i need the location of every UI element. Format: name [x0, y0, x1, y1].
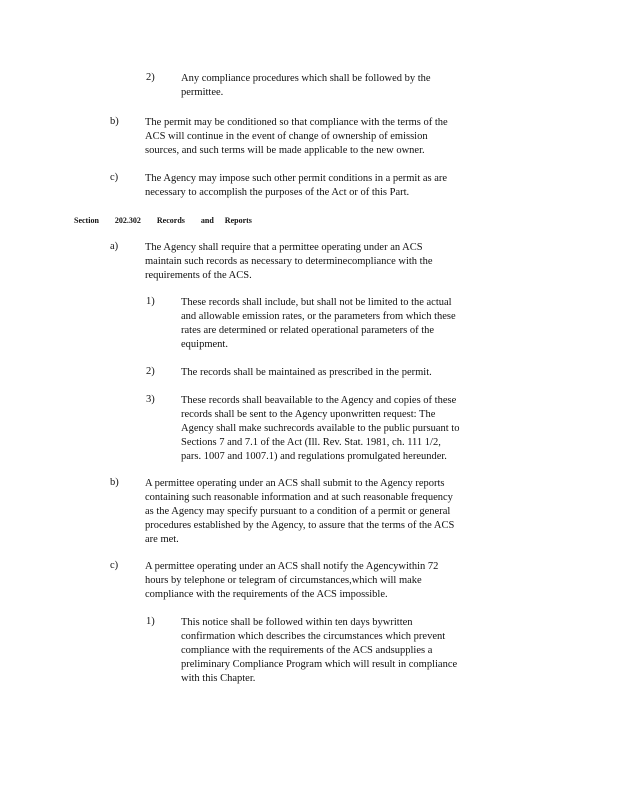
text-line: compliance with the requirements of the ACS impossible. [145, 589, 388, 600]
item-label: 2) [146, 366, 155, 377]
section-title-word: Records [156, 216, 185, 225]
text-line: compliance with the requirements of the ACS andsupplies a [181, 645, 433, 656]
item-label: 1) [146, 296, 155, 307]
text-line: The Agency may impose such other permit conditions in a permit as are [145, 173, 448, 184]
text-line: as the Agency may specify pursuant to a condition of a permit or general [145, 506, 451, 517]
section-number: 202.302 [114, 216, 141, 225]
section-heading [74, 216, 252, 225]
item-label: 1) [146, 616, 155, 627]
text-line: containing such reasonable information and at such reasonable frequency [145, 492, 453, 503]
paragraph [145, 172, 495, 200]
text-line: A permittee operating under an ACS shall notify the Agencywithin 72 [145, 561, 439, 572]
item-label: 2) [146, 72, 155, 83]
text-line: sources, and such terms will be made applicable to the new owner. [145, 145, 425, 156]
paragraph [145, 241, 475, 283]
text-line: rates are determined or related operational parameters of the [181, 325, 435, 336]
text-line: Sections 7 and 7.1 of the Act (Ill. Rev. Stat. 1981, ch. 111 1/2, [181, 437, 441, 448]
section-title-word: Reports [224, 216, 252, 225]
paragraph [181, 616, 493, 686]
text-line: These records shall beavailable to the Agency and copies of these [181, 395, 457, 406]
text-line: maintain such records as necessary to determinecompliance with the [145, 256, 433, 267]
paragraph [145, 116, 495, 158]
text-line: The records shall be maintained as prescribed in the permit. [181, 367, 432, 378]
paragraph [145, 560, 485, 602]
item-label: a) [110, 241, 119, 252]
paragraph [181, 72, 473, 100]
section-title-word: and [200, 216, 214, 225]
item-label: b) [110, 477, 119, 488]
text-line: Any compliance procedures which shall be followed by the [181, 73, 431, 84]
text-line: confirmation which describes the circumstances which prevent [181, 631, 446, 642]
text-line: requirements of the ACS. [145, 270, 252, 281]
text-line: with this Chapter. [181, 673, 256, 684]
text-line: equipment. [181, 339, 228, 350]
item-label: b) [110, 116, 119, 127]
paragraph [145, 477, 499, 547]
text-line: This notice shall be followed within ten days bywritten [181, 617, 413, 628]
text-line: pars. 1007 and 1007.1) and regulations promulgated hereunder. [181, 451, 447, 462]
text-line: Agency shall make suchrecords available to the public pursuant to [181, 423, 460, 434]
text-line: hours by telephone or telegram of circumstances,which will make [145, 575, 422, 586]
paragraph [181, 366, 481, 380]
paragraph [181, 394, 501, 464]
text-line: necessary to accomplish the purposes of the Act or of this Part. [145, 187, 410, 198]
section-label: Section [74, 216, 99, 225]
text-line: are met. [145, 534, 179, 545]
text-line: and allowable emission rates, or the parameters from which these [181, 311, 456, 322]
item-label: 3) [146, 394, 155, 405]
text-line: ACS will continue in the event of change of ownership of emission [145, 131, 428, 142]
text-line: permittee. [181, 87, 224, 98]
paragraph [181, 296, 493, 352]
text-line: These records shall include, but shall not be limited to the actual [181, 297, 452, 308]
text-line: records shall be sent to the Agency uponwritten request: The [181, 409, 436, 420]
item-label: c) [110, 172, 119, 183]
text-line: The permit may be conditioned so that compliance with the terms of the [145, 117, 448, 128]
text-line: The Agency shall require that a permittee operating under an ACS [145, 242, 423, 253]
text-line: procedures established by the Agency, to assure that the terms of the ACS [145, 520, 455, 531]
text-line: A permittee operating under an ACS shall submit to the Agency reports [145, 478, 445, 489]
text-line: preliminary Compliance Program which will result in compliance [181, 659, 458, 670]
item-label: c) [110, 560, 119, 571]
